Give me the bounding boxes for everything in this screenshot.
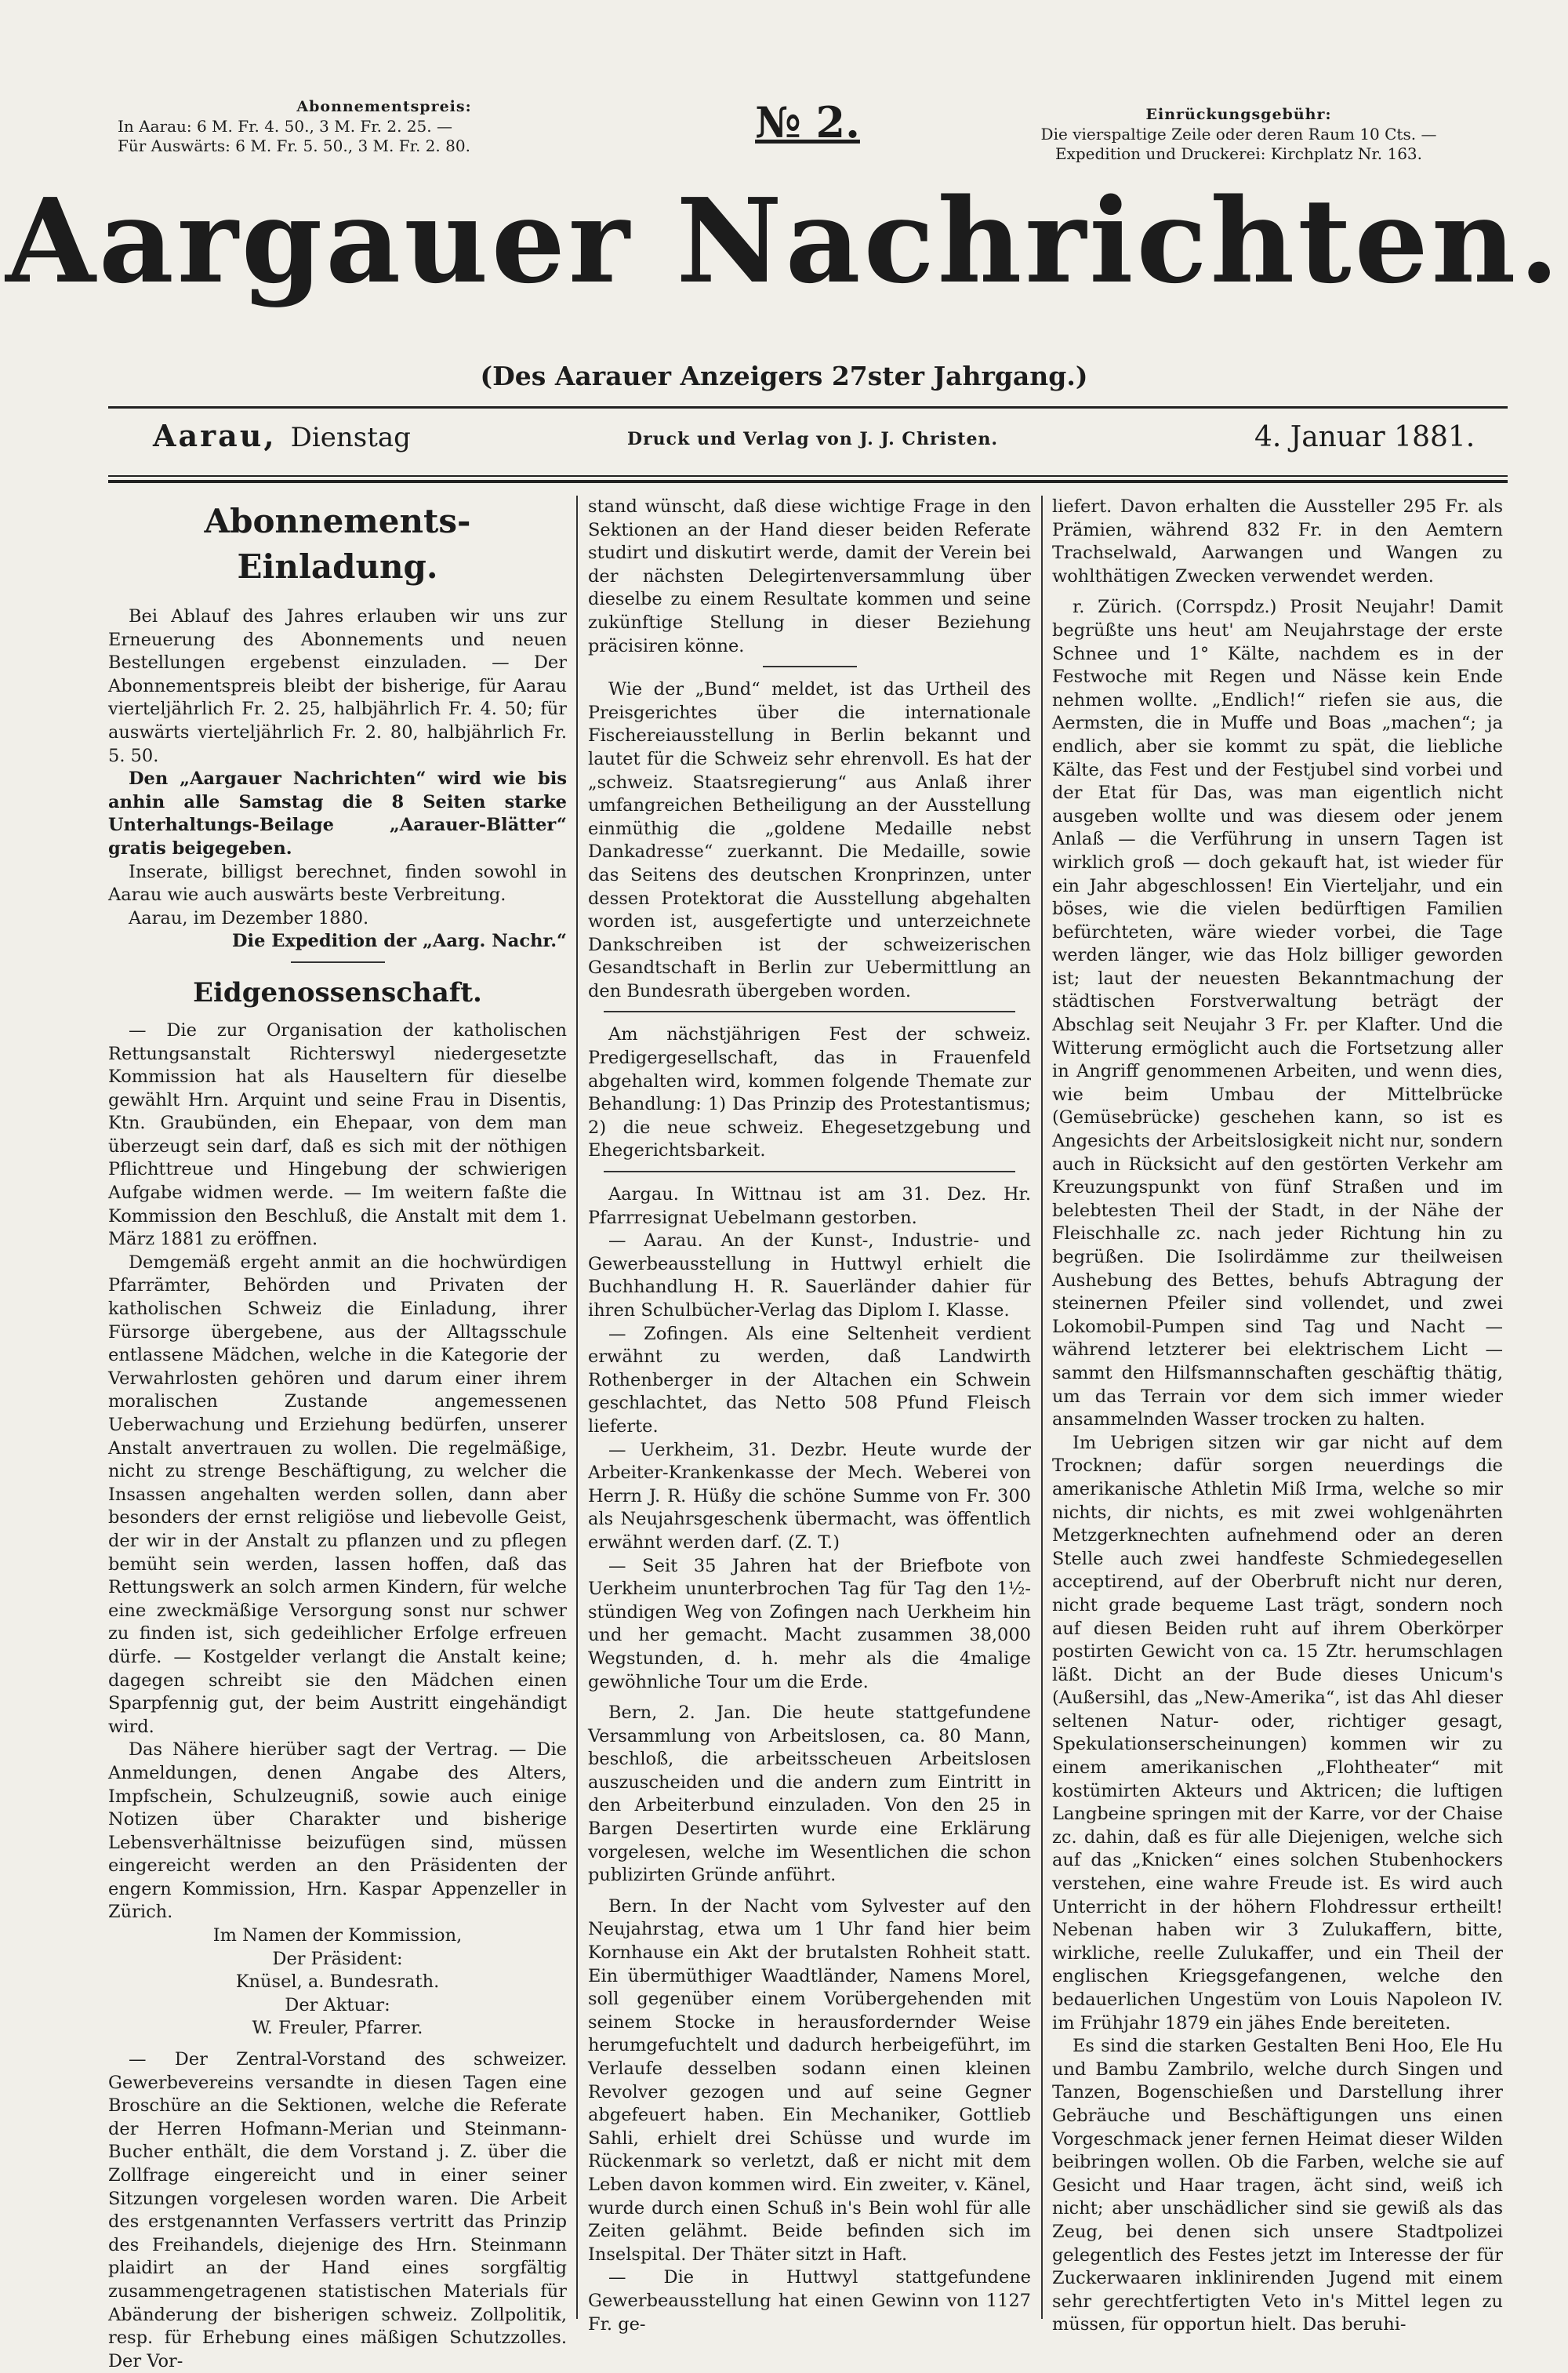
- article-paragraph: stand wünscht, daß diese wichtige Frage in den Sektionen an der Hand dieser beiden Referate studirt und diskutirt werde, damit der Verein bei der nächsten Delegirtenversammlung über dieselbe zu einem Resultate kommen und seine zukünftige Stellung in dieser Beziehung präcisiren könne.: [588, 496, 1031, 656]
- insertion-line: Expedition und Druckerei: Kirchplatz Nr. 163.: [1054, 144, 1423, 163]
- insertion-line: Die vierspaltige Zeile oder deren Raum 10 Cts. —: [1040, 125, 1437, 144]
- article-paragraph: Wie der „Bund“ meldet, ist das Urtheil des Preisgerichtes über die internationale Fischereiausstellung in Berlin bekannt und lautet für die Schweiz sehr ehrenvoll. Es hat der „schweiz. Staatsregierung“ aus Anlaß ihrer umfangreichen Betheiligung an der Ausstellung einmüthig die „goldene Medaille nebst Dankadresse“ zuerkannt. Die Medaille, sowie das Seitens des deutschen Kronprinzen, unter dessen Protektorat die Ausstellung abgehalten worden ist, ausgefertigte und unterzeichnete Dankschreiben ist der schweizerischen Gesandtschaft in Berlin zur Uebermittlung an den Bundesrath übergeben worden.: [588, 679, 1031, 1001]
- column-1: [108, 496, 567, 2373]
- signature-line: Der Aktuar:: [285, 1994, 390, 2015]
- dateline-divider: [108, 475, 1508, 477]
- subscription-line: In Aarau: 6 M. Fr. 4. 50., 3 M. Fr. 2. 25. —: [118, 117, 452, 136]
- publisher-line: Druck und Verlag von J. J. Christen.: [627, 429, 999, 449]
- article-paragraph: Es sind die starken Gestalten Beni Hoo, Ele Hu und Bambu Zambrilo, welche durch Singen und Tanzen, Bogenschießen und Darstellung ihrer Gebräuche und Beschäftigungen uns einen Vorgeschmack jener fernen Heimat dieser Wilden beibringen wollen. Ob die Farben, welche sie auf Gesicht und Haar tragen, ächt sind, weiß ich nicht; aber unschädlicher sind sie gewiß als das Zeug, bei denen sich unsere Stadtpolizei gelegentlich des Festes jetzt im Interesse der für Zuckerwaaren inklinirenden Jugend mit einem sehr gerechtfertigten Veto in's Mittel legen zu müssen, für opportun hielt. Das beruhi-: [1052, 2036, 1503, 2335]
- article-paragraph: Am nächstjährigen Fest der schweiz. Predigergesellschaft, das in Frauenfeld abgehalten wird, kommen folgende Themate zur Behandlung: 1) Das Prinzip des Protestantismus; 2) die neue schweiz. Ehegesetzgebung und Ehegerichtsbarkeit.: [588, 1024, 1031, 1161]
- signature-line: W. Freuler, Pfarrer.: [252, 2018, 423, 2039]
- column-rule: [1041, 496, 1043, 2319]
- insertion-heading: Einrückungsgebühr:: [1145, 106, 1332, 123]
- article-paragraph: Bern. In der Nacht vom Sylvester auf den Neujahrstag, etwa um 1 Uhr fand hier beim Kornhause ein Akt der brutalsten Rohheit statt. Ein übermüthiger Waadtländer, Namens Morel, soll gegenüber einem Vorübergehenden mit seinem Stocke in herausfordernder Weise herumgefuchtelt und dadurch herbeigeführt, im Verlaufe desselben sodann einen kleinen Revolver gezogen und auf seine Gegner abgefeuert haben. Ein Mechaniker, Gottlieb Sahli, erhielt drei Schüsse und wurde im Rückenmark so verletzt, daß er nicht mit dem Leben davon kommen wird. Ein zweiter, v. Känel, wurde durch einen Schuß in's Bein wohl für alle Zeiten gelähmt. Beide befinden sich im Inselspital. Der Thäter sitzt in Haft.: [588, 1895, 1031, 2265]
- article-paragraph: Aarau, im Dezember 1880.: [129, 907, 369, 928]
- article-paragraph: — Die zur Organisation der katholischen Rettungsanstalt Richterswyl niedergesetzte Kommission hat als Hauseltern für dieselbe gewählt Hrn. Arquint und seine Frau in Disentis, Ktn. Graubünden, ein Ehepaar, von dem man überzeugt sein darf, daß es sich mit der nöthigen Pflichttreue und Hingebung der schwierigen Aufgabe widmen werde. — Im weitern faßte die Kommission den Beschluß, die Anstalt mit dem 1. März 1881 zu eröffnen.: [108, 1019, 567, 1250]
- article-paragraph: — Der Zentral-Vorstand des schweizer. Gewerbevereins versandte in diesen Tagen eine Broschüre an die Sektionen, welche die Referate der Herren Hofmann-Merian und Steinmann-Bucher enthält, die dem Vorstand j. Z. über die Zollfrage eingereicht und in einer seiner Sitzungen vorgelesen worden waren. Die Arbeit des erstgenannten Verfassers vertritt das Prinzip des Freihandels, diejenige des Hrn. Steinmann plaidirt an der Hand eines sorgfältig zusammengetragenen statistischen Materials für Abänderung der bisherigen schweiz. Zollpolitik, resp. für Erhebung eines mäßigen Schutzzolles. Der Vor-: [108, 2049, 567, 2371]
- article-divider: [763, 666, 857, 667]
- section-heading-eidgenossenschaft: Eidgenossenschaft.: [193, 976, 482, 1008]
- article-paragraph: Bei Ablauf des Jahres erlauben wir uns zur Erneuerung des Abonnements und neuen Bestellungen ergebenst einzuladen. — Der Abonnementspreis bleibt der bisherige, für Aarau vierteljährlich Fr. 2. 25, halbjährlich Fr. 4. 50; für auswärts vierteljährlich Fr. 2. 80, halbjährlich Fr. 5. 50.: [108, 606, 567, 766]
- article-paragraph: liefert. Davon erhalten die Aussteller 295 Fr. als Prämien, während 832 Fr. in den Aemtern Trachselwald, Aarwangen und Wangen zu wohlthätigen Zwecken verwendet werden.: [1052, 496, 1503, 587]
- column-3: [1052, 496, 1503, 2337]
- place-name: Aarau,: [153, 418, 277, 453]
- article-paragraph: Demgemäß ergeht anmit an die hochwürdigen Pfarrämter, Behörden und Privaten der katholischen Schweiz die Einladung, ihrer Fürsorge übergebene, aus der Alltagsschule entlassene Mädchen, welche in die Kategorie der Verwahrlosten gehören und darum einer ihrem moralischen Zustande angemessenen Ueberwachung und Erziehung bedürfen, unserer Anstalt anvertrauen zu wollen. Die regelmäßige, nicht zu strenge Beschäftigung, zu welcher die Insassen angehalten werden sollen, dann aber besonders der ernst religiöse und liebevolle Geist, der wir in der Anstalt zu pflanzen und zu pflegen bemüht sein werden, lassen hoffen, daß das Rettungswerk an solch armen Kindern, für welche eine zweckmäßige Versorgung sonst nur schwer zu finden ist, sich gedeihlicher Erfolge erfreuen dürfe. — Kostgelder verlangt die Anstalt keine; dagegen schreibt sie den Mädchen einen Sparpfennig gut, der beim Austritt eingehändigt wird.: [108, 1252, 567, 1737]
- article-divider: [604, 1171, 1015, 1172]
- subscription-line: Für Auswärts: 6 M. Fr. 5. 50., 3 M. Fr. 2. 80.: [118, 136, 470, 155]
- dateline: [0, 418, 1568, 465]
- newspaper-subtitle: (Des Aarauer Anzeigers 27ster Jahrgang.): [480, 361, 1088, 391]
- article-paragraph: — Zofingen. Als eine Seltenheit verdient erwähnt zu werden, daß Landwirth Rothenberger in der Altachen ein Schwein geschlachtet, das Netto 508 Pfund Fleisch lieferte.: [588, 1323, 1031, 1437]
- newspaper-title: Aargauer Nachrichten.: [5, 173, 1563, 309]
- signature-line: Im Namen der Kommission,: [212, 1925, 463, 1946]
- subscription-heading: Abonnementspreis:: [296, 98, 472, 115]
- masthead-divider: [108, 406, 1508, 409]
- dateline-place: [153, 418, 411, 453]
- article-divider: [604, 1011, 1015, 1012]
- insertion-box: [1004, 105, 1474, 164]
- article-paragraph: Bern, 2. Jan. Die heute stattgefundene Versammlung von Arbeitslosen, ca. 80 Mann, beschloß, die arbeitsscheuen Arbeitslosen auszuscheiden und die andern zum Eintritt in den Arbeiterbund einzuladen. Von den 25 in Bargen Desertirten wurde eine Erklärung vorgelesen, welche im Wesentlichen die schon publizirten Gründe anführt.: [588, 1703, 1031, 1886]
- article-paragraph: — Seit 35 Jahren hat der Briefbote von Uerkheim ununterbrochen Tag für Tag den 1½-stündigen Weg von Zofingen nach Uerkheim hin und her gemacht. Macht zusammen 38,000 Wegstunden, d. h. mehr als die 4malige gewöhnliche Tour um die Erde.: [588, 1555, 1031, 1692]
- article-paragraph: Den „Aargauer Nachrichten“ wird wie bis anhin alle Samstag die 8 Seiten starke Unterhaltungs-Beilage „Aarauer-Blätter“ gratis beigegeben.: [108, 769, 567, 859]
- signature-line: Knüsel, a. Bundesrath.: [235, 1971, 440, 1993]
- expedition-signature: Die Expedition der „Aarg. Nachr.“: [232, 931, 567, 952]
- article-paragraph: Aargau. In Wittnau ist am 31. Dez. Hr. Pfarrresignat Uebelmann gestorben.: [588, 1184, 1031, 1228]
- article-paragraph: Das Nähere hierüber sagt der Vertrag. — Die Anmeldungen, denen Angabe des Alters, Impfschein, Schulzeugniß, sowie auch einige Notizen über Charakter und bisherige Lebensverhältnisse beizufügen sind, müssen eingereicht werden an den Präsidenten der engern Kommission, Hrn. Kaspar Appenzeller in Zürich.: [108, 1739, 567, 1923]
- column-2: [588, 496, 1031, 2336]
- issue-date: 4. Januar 1881.: [1254, 421, 1475, 453]
- article-paragraph: — Uerkheim, 31. Dezbr. Heute wurde der Arbeiter-Krankenkasse der Mech. Weberei von Herrn J. R. Hüßy die schöne Summe von Fr. 300 als Neujahrsgeschenk übermacht, was öffentlich erwähnt werden darf. (Z. T.): [588, 1439, 1031, 1553]
- dateline-divider-thick: [108, 480, 1508, 483]
- article-paragraph: Im Uebrigen sitzen wir gar nicht auf dem Trocknen; dafür sorgen neuerdings die amerikanische Athletin Miß Irma, welche so mir nichts, dir nichts, es mit zwei wohlgenährten Metzgerknechten aufnehmend oder an deren Stelle auch zwei handfeste Schmiedegesellen acceptirend, auf der Oberbruft nicht nur deren, nicht grade bequeme Last trägt, sondern noch auf diesen Beiden ruht auf ihrem Oberkörper postirten Gewicht von ca. 15 Ztr. herumschlagen läßt. Dicht an der Bude dieses Unicum's (Außersihl, das „New-Amerika“, ist das Ahl dieser seltenen Natur- oder, richtiger gesagt, Spekulationserscheinungen) kommen wir zu einem amerikanischen „Flohtheater“ mit kostümirten Akteurs und Aktricen; die luftigen Langbeine springen mit der Karre, vor der Chaise zc. dahin, daß es für alle Diejenigen, welche sich auf das „Knicken“ eines solchen Stubenhockers verstehen, eine wahre Freude ist. Es wird auch Unterricht in der höhern Flohdressur ertheilt! Nebenan haben wir 3 Zulukaffern, bitte, wirkliche, reelle Zulukaffer, und ein Theil der englischen Kriegsgefangenen, welche den bedauerlichen Ungestüm von Louis Napoleon IV. im Frühjahr 1879 ein jähes Ende bereiteten.: [1052, 1432, 1503, 2033]
- subscription-box: [118, 97, 651, 156]
- subscription-invitation-heading: Abonnements-Einladung.: [204, 502, 471, 586]
- article-paragraph: r. Zürich. (Corrspdz.) Prosit Neujahr! Damit begrüßte uns heut' am Neujahrstage der erste Schnee und 1° Kälte, nachdem es in der Festwoche mit Regen und Nässe kein Ende nehmen wollte. „Endlich!“ riefen sie aus, die Aermsten, die in Muffe und Boas „machen“; ja endlich, aber sie kommt zu spät, die liebliche Kälte, das Fest und der Festjubel sind vorbei und der Etat für Das, was man eigentlich nicht ausgeben wollte und was diesem oder jenem Anlaß — die Verführung in unsern Tagen ist wirklich groß — doch gekauft hat, ist wieder für ein Jahr abgeschlossen! Ein Vierteljahr, und ein böses, wie die vielen bedürftigen Familien befürchteten, wäre wieder vorbei, die Tage werden länger, wie das Holz billiger geworden ist; laut der neuesten Bekanntmachung der städtischen Forstverwaltung beträgt der Abschlag seit Neujahr 3 Fr. per Klafter. Und die Witterung ermöglicht auch die Fortsetzung aller in Angriff genommenen Arbeiten, und wenn dies, wie beim Umbau der Mittelbrücke (Gemüsebrücke) geschehen kann, so ist es Angesichts der Arbeitslosigkeit nicht nur, sondern auch in Rücksicht auf den gestörten Verkehr am Kreuzungspunkt von fünf Straßen und im belebtesten Theil der Stadt, in der Nähe der Fleischhalle zc. nach jeder Richtung hin zu begrüßen. Die Isolirdämme zur theilweisen Aushebung des Bettes, behufs Abtragung der steinernen Pfeiler sind vollendet, und zwei Lokomobil-Pumpen sind Tag und Nacht — während letzterer bei elektrischem Licht — sammt den Hilfsmannschaften geschäftig thätig, um das Terrain vor dem sich immer wieder ansammelnden Wasser trocken zu halten.: [1052, 597, 1503, 1430]
- article-paragraph: Inserate, billigst berechnet, finden sowohl in Aarau wie auch auswärts beste Verbreitung.: [108, 861, 567, 906]
- article-paragraph: — Aarau. An der Kunst-, Industrie- und Gewerbeausstellung in Huttwyl erhielt die Buchhandlung H. R. Sauerländer dahier für ihren Schulbücher-Verlag das Diplom I. Klasse.: [588, 1230, 1031, 1321]
- issue-number: № 2.: [755, 97, 860, 147]
- signature-line: Der Präsident:: [272, 1948, 403, 1969]
- column-rule: [576, 496, 578, 2319]
- article-paragraph: — Die in Huttwyl stattgefundene Gewerbeausstellung hat einen Gewinn von 1127 Fr. ge-: [588, 2267, 1031, 2335]
- section-divider: [291, 961, 385, 963]
- weekday: Dienstag: [290, 422, 411, 453]
